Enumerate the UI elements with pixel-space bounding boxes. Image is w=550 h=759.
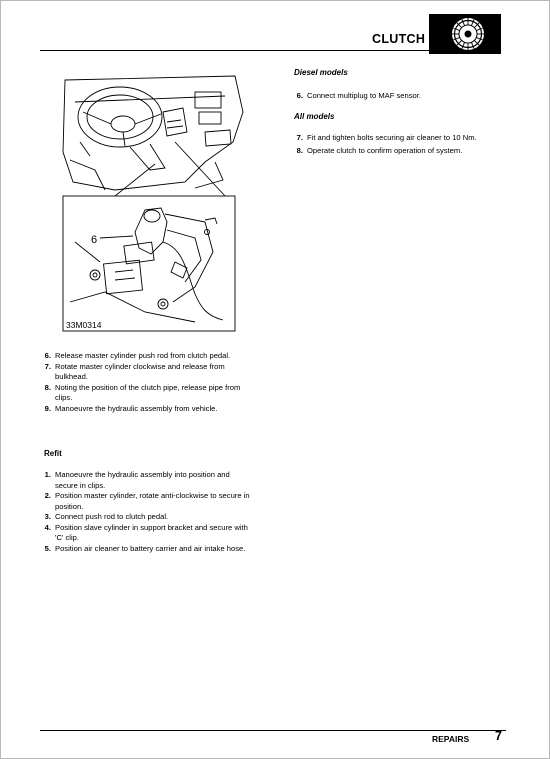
figure-id-label: 33M0314 bbox=[66, 320, 102, 330]
removal-steps bbox=[38, 351, 250, 414]
list-item: 4. Position slave cylinder in support bracket and secure with 'C' clip. bbox=[44, 522, 248, 542]
section-emblem bbox=[429, 14, 501, 54]
figure-callout: 6 bbox=[91, 234, 98, 246]
clutch-disc-icon bbox=[450, 15, 486, 53]
master-cylinder-illustration bbox=[55, 72, 245, 340]
list-item: 6. Connect multiplug to MAF sensor. bbox=[296, 91, 421, 100]
list-item: 5. Position air cleaner to battery carrier and air intake hose. bbox=[44, 543, 246, 553]
list-item: 7. Rotate master cylinder clockwise and release from bulkhead. bbox=[44, 361, 225, 381]
diesel-steps bbox=[290, 91, 510, 102]
list-item: 3. Connect push rod to clutch pedal. bbox=[44, 512, 169, 521]
list-item: 8. Operate clutch to confirm operation of system. bbox=[296, 145, 463, 155]
list-item: 7. Fit and tighten bolts securing air cleaner to 10 Nm. bbox=[296, 133, 477, 142]
list-item: 2. Position master cylinder, rotate anti-clockwise to secure in position. bbox=[44, 491, 250, 511]
list-item: 6. Release master cylinder push rod from clutch pedal. bbox=[44, 351, 231, 360]
refit-steps bbox=[38, 470, 252, 554]
header-rule bbox=[40, 50, 430, 51]
list-item: 9. Manoeuvre the hydraulic assembly from vehicle. bbox=[44, 403, 218, 413]
list-item: 8. Noting the position of the clutch pipe, release pipe from clips. bbox=[44, 382, 241, 402]
footer-rule bbox=[40, 730, 506, 731]
all-models-heading: All models bbox=[294, 112, 335, 121]
diesel-models-heading: Diesel models bbox=[294, 68, 348, 77]
refit-heading: Refit bbox=[44, 449, 62, 458]
page-number: 7 bbox=[495, 729, 502, 743]
footer-section-label: REPAIRS bbox=[432, 734, 470, 744]
list-item: 1. Manoeuvre the hydraulic assembly into position and secure in clips. bbox=[44, 470, 230, 490]
section-title: CLUTCH bbox=[372, 32, 426, 46]
all-models-steps bbox=[290, 133, 506, 156]
